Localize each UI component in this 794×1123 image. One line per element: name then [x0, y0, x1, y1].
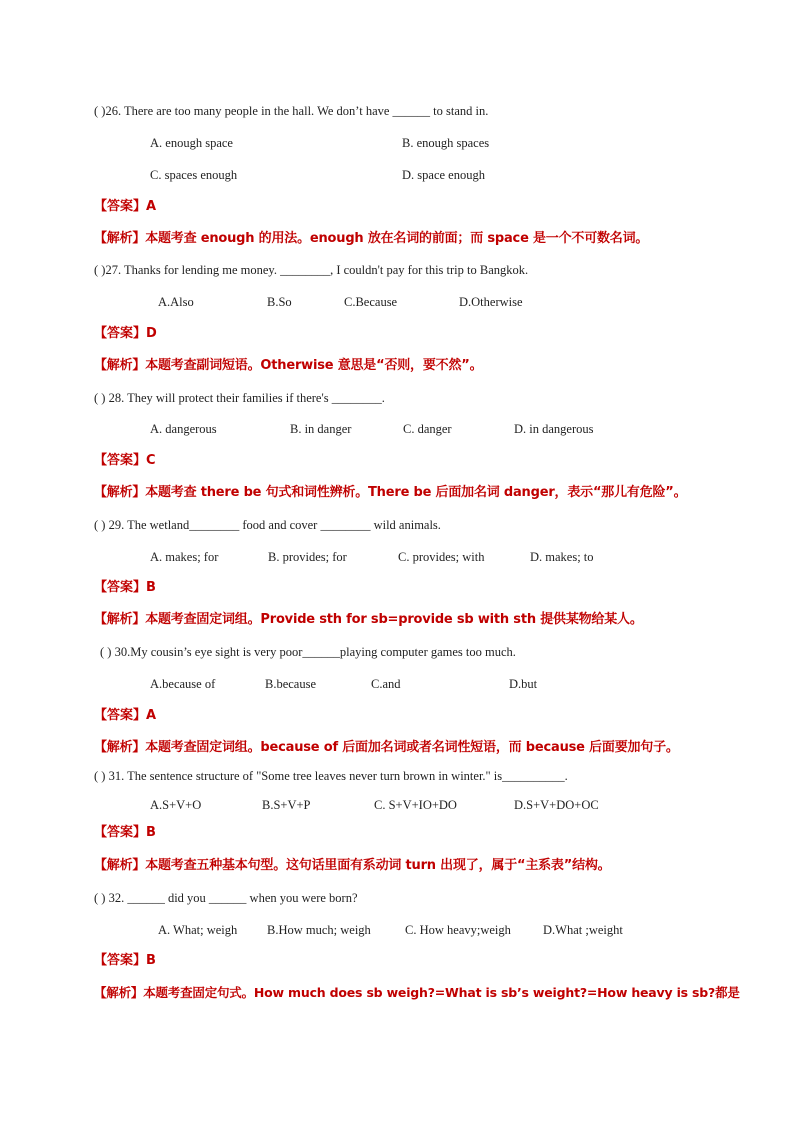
question-30-option-a: A.because of: [150, 677, 216, 691]
question-32-option-c: C. How heavy;weigh: [405, 923, 511, 937]
question-32-stem: ( ) 32. ______ did you ______ when you were born?: [94, 891, 358, 905]
question-28-option-d: D. in dangerous: [514, 422, 594, 436]
question-30-option-c: C.and: [371, 677, 401, 691]
question-31-option-a: A.S+V+O: [150, 798, 202, 812]
question-31-option-d: D.S+V+DO+OC: [514, 798, 599, 812]
question-26-option-b: B. enough spaces: [402, 136, 490, 150]
question-32-option-a: A. What; weigh: [158, 923, 238, 937]
question-27-option-b: B.So: [267, 295, 292, 309]
question-26-analysis: 【解析】本题考查 enough 的用法。enough 放在名词的前面；而 space 是一个不可数名词。: [94, 231, 649, 246]
question-27-analysis: 【解析】本题考查副词短语。Otherwise 意思是“否则，要不然”。: [94, 358, 483, 373]
question-26-stem: ( )26. There are too many people in the hall. We don’t have ______ to stand in.: [94, 104, 489, 118]
question-30-option-d: D.but: [509, 677, 538, 691]
question-27-option-a: A.Also: [158, 295, 194, 309]
question-28-stem: ( ) 28. They will protect their families if there's ________.: [94, 391, 385, 405]
question-29-answer: 【答案】B: [94, 580, 156, 595]
question-31-option-c: C. S+V+IO+DO: [374, 798, 457, 812]
question-28-analysis: 【解析】本题考查 there be 句式和词性辨析。There be 后面加名词 danger，表示“那儿有危险”。: [94, 485, 687, 500]
question-29-option-d: D. makes; to: [530, 550, 594, 564]
question-31-answer: 【答案】B: [94, 825, 156, 840]
question-30-analysis: 【解析】本题考查固定词组。because of 后面加名词或者名词性短语，而 because 后面要加句子。: [94, 740, 679, 755]
question-28-option-b: B. in danger: [290, 422, 352, 436]
question-29-analysis: 【解析】本题考查固定词组。Provide sth for sb=provide sb with sth 提供某物给某人。: [94, 612, 643, 627]
question-32-analysis: 【解析】本题考查固定句式。How much does sb weigh?=What is sb’s weight?=How heavy is sb?都是: [94, 985, 740, 1000]
question-30-answer: 【答案】A: [94, 708, 157, 723]
question-29-option-b: B. provides; for: [268, 550, 347, 564]
question-27-option-c: C.Because: [344, 295, 398, 309]
question-29-option-a: A. makes; for: [150, 550, 219, 564]
question-27-answer: 【答案】D: [94, 326, 157, 341]
question-30-stem: ( ) 30.My cousin’s eye sight is very poor______playing computer games too much.: [100, 645, 516, 659]
question-29-option-c: C. provides; with: [398, 550, 485, 564]
question-29-stem: ( ) 29. The wetland________ food and cover ________ wild animals.: [94, 518, 441, 532]
question-32-answer: 【答案】B: [94, 953, 156, 968]
question-32-option-b: B.How much; weigh: [267, 923, 371, 937]
question-26-option-c: C. spaces enough: [150, 168, 238, 182]
question-31-option-b: B.S+V+P: [262, 798, 311, 812]
question-32-option-d: D.What ;weight: [543, 923, 623, 937]
question-26-answer: 【答案】A: [94, 199, 157, 214]
question-28-answer: 【答案】C: [94, 453, 156, 468]
question-27-stem: ( )27. Thanks for lending me money. ________, I couldn't pay for this trip to Bangkok.: [94, 263, 529, 277]
question-31-stem: ( ) 31. The sentence structure of "Some tree leaves never turn brown in winter." is__________.: [94, 769, 568, 783]
question-28-option-c: C. danger: [403, 422, 452, 436]
question-27-option-d: D.Otherwise: [459, 295, 523, 309]
question-31-analysis: 【解析】本题考查五种基本句型。这句话里面有系动词 turn 出现了，属于“主系表”结构。: [94, 858, 611, 873]
question-26-option-a: A. enough space: [150, 136, 233, 150]
question-30-option-b: B.because: [265, 677, 317, 691]
question-28-option-a: A. dangerous: [150, 422, 217, 436]
question-26-option-d: D. space enough: [402, 168, 485, 182]
